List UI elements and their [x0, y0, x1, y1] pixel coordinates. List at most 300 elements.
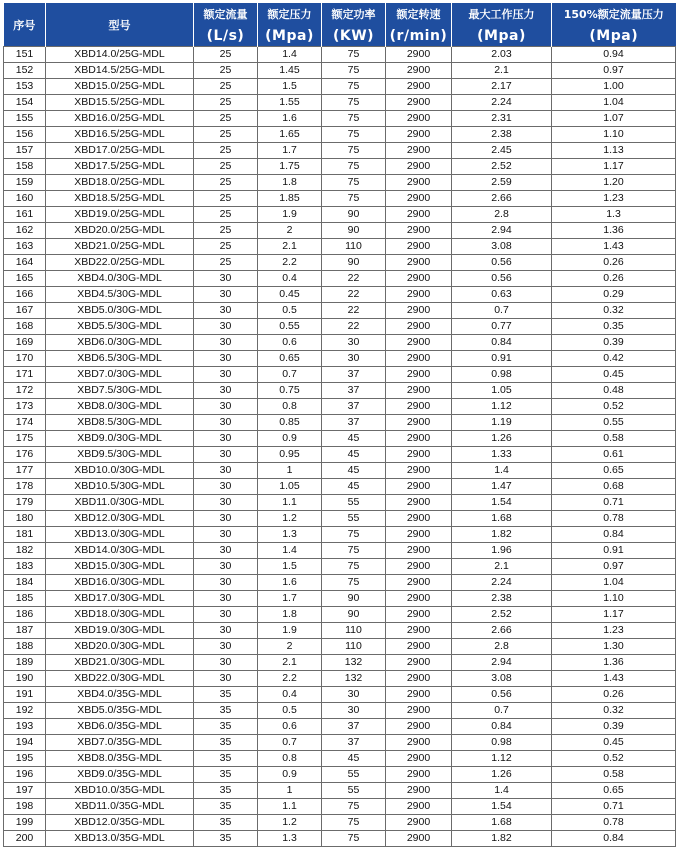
cell-max-pressure: 2.45 [452, 143, 552, 159]
cell-flow: 30 [194, 559, 258, 575]
cell-model: XBD17.0/25G-MDL [46, 143, 194, 159]
cell-flow: 25 [194, 111, 258, 127]
cell-150-pressure: 1.04 [552, 575, 676, 591]
table-row [4, 767, 676, 783]
cell-model: XBD14.0/30G-MDL [46, 543, 194, 559]
cell-max-pressure: 3.08 [452, 239, 552, 255]
table-row [4, 287, 676, 303]
cell-power: 45 [322, 479, 386, 495]
header-pressure-unit: (Mpa) [258, 25, 322, 47]
cell-pressure: 0.6 [258, 335, 322, 351]
cell-pressure: 1.9 [258, 623, 322, 639]
table-row [4, 79, 676, 95]
cell-max-pressure: 1.54 [452, 495, 552, 511]
table-row [4, 111, 676, 127]
cell-speed: 2900 [386, 79, 452, 95]
cell-150-pressure: 1.23 [552, 191, 676, 207]
cell-model: XBD10.0/35G-MDL [46, 783, 194, 799]
cell-max-pressure: 1.26 [452, 431, 552, 447]
cell-model: XBD18.0/30G-MDL [46, 607, 194, 623]
header-max-pressure-unit: (Mpa) [452, 25, 552, 47]
cell-pressure: 1.2 [258, 815, 322, 831]
cell-pressure: 1.3 [258, 527, 322, 543]
cell-no: 159 [4, 175, 46, 191]
cell-no: 183 [4, 559, 46, 575]
table-row [4, 799, 676, 815]
cell-pressure: 0.95 [258, 447, 322, 463]
cell-speed: 2900 [386, 543, 452, 559]
cell-no: 190 [4, 671, 46, 687]
cell-no: 175 [4, 431, 46, 447]
table-row [4, 463, 676, 479]
cell-power: 37 [322, 399, 386, 415]
cell-flow: 35 [194, 719, 258, 735]
cell-flow: 30 [194, 639, 258, 655]
table-row [4, 783, 676, 799]
cell-flow: 30 [194, 319, 258, 335]
table-row [4, 239, 676, 255]
cell-no: 161 [4, 207, 46, 223]
header-speed-unit: (r/min) [386, 25, 452, 47]
cell-speed: 2900 [386, 191, 452, 207]
cell-max-pressure: 1.47 [452, 479, 552, 495]
cell-model: XBD14.5/25G-MDL [46, 63, 194, 79]
cell-pressure: 2.1 [258, 655, 322, 671]
cell-pressure: 1.7 [258, 591, 322, 607]
cell-speed: 2900 [386, 287, 452, 303]
cell-power: 37 [322, 719, 386, 735]
cell-150-pressure: 1.00 [552, 79, 676, 95]
cell-power: 37 [322, 735, 386, 751]
cell-150-pressure: 0.68 [552, 479, 676, 495]
cell-pressure: 0.45 [258, 287, 322, 303]
header-power-unit: (KW) [322, 25, 386, 47]
header-150-pressure: 150%额定流量压力 [552, 3, 676, 25]
cell-150-pressure: 1.43 [552, 671, 676, 687]
cell-150-pressure: 0.91 [552, 543, 676, 559]
cell-max-pressure: 0.91 [452, 351, 552, 367]
cell-model: XBD15.5/25G-MDL [46, 95, 194, 111]
cell-max-pressure: 0.84 [452, 335, 552, 351]
cell-pressure: 1.5 [258, 559, 322, 575]
cell-power: 37 [322, 367, 386, 383]
table-row [4, 607, 676, 623]
table-row [4, 399, 676, 415]
cell-power: 55 [322, 495, 386, 511]
cell-no: 156 [4, 127, 46, 143]
cell-max-pressure: 0.84 [452, 719, 552, 735]
cell-speed: 2900 [386, 671, 452, 687]
cell-150-pressure: 0.42 [552, 351, 676, 367]
cell-pressure: 1.5 [258, 79, 322, 95]
cell-speed: 2900 [386, 655, 452, 671]
cell-max-pressure: 0.56 [452, 687, 552, 703]
cell-speed: 2900 [386, 591, 452, 607]
cell-150-pressure: 0.52 [552, 751, 676, 767]
cell-pressure: 2 [258, 639, 322, 655]
cell-model: XBD7.5/30G-MDL [46, 383, 194, 399]
cell-pressure: 0.9 [258, 767, 322, 783]
cell-max-pressure: 0.98 [452, 735, 552, 751]
cell-speed: 2900 [386, 399, 452, 415]
cell-150-pressure: 0.48 [552, 383, 676, 399]
cell-model: XBD8.5/30G-MDL [46, 415, 194, 431]
table-row [4, 431, 676, 447]
cell-max-pressure: 1.54 [452, 799, 552, 815]
cell-no: 187 [4, 623, 46, 639]
cell-max-pressure: 1.4 [452, 783, 552, 799]
cell-model: XBD18.0/25G-MDL [46, 175, 194, 191]
cell-no: 167 [4, 303, 46, 319]
cell-power: 110 [322, 639, 386, 655]
cell-pressure: 1.6 [258, 575, 322, 591]
cell-max-pressure: 2.94 [452, 223, 552, 239]
cell-max-pressure: 1.82 [452, 527, 552, 543]
cell-speed: 2900 [386, 623, 452, 639]
cell-pressure: 1.75 [258, 159, 322, 175]
cell-flow: 30 [194, 575, 258, 591]
cell-no: 184 [4, 575, 46, 591]
cell-speed: 2900 [386, 415, 452, 431]
cell-model: XBD5.5/30G-MDL [46, 319, 194, 335]
cell-150-pressure: 1.30 [552, 639, 676, 655]
table-row [4, 815, 676, 831]
table-row [4, 511, 676, 527]
cell-max-pressure: 2.38 [452, 591, 552, 607]
cell-no: 169 [4, 335, 46, 351]
cell-speed: 2900 [386, 479, 452, 495]
cell-model: XBD8.0/30G-MDL [46, 399, 194, 415]
table-row [4, 351, 676, 367]
cell-pressure: 1.9 [258, 207, 322, 223]
cell-flow: 35 [194, 831, 258, 847]
table-row [4, 623, 676, 639]
cell-flow: 30 [194, 655, 258, 671]
cell-max-pressure: 0.77 [452, 319, 552, 335]
cell-no: 199 [4, 815, 46, 831]
table-body [4, 47, 676, 847]
cell-speed: 2900 [386, 687, 452, 703]
cell-150-pressure: 0.61 [552, 447, 676, 463]
cell-no: 192 [4, 703, 46, 719]
cell-power: 110 [322, 239, 386, 255]
cell-model: XBD16.0/30G-MDL [46, 575, 194, 591]
cell-model: XBD17.5/25G-MDL [46, 159, 194, 175]
cell-150-pressure: 0.35 [552, 319, 676, 335]
cell-model: XBD15.0/25G-MDL [46, 79, 194, 95]
cell-pressure: 0.6 [258, 719, 322, 735]
cell-model: XBD18.5/25G-MDL [46, 191, 194, 207]
cell-max-pressure: 2.66 [452, 623, 552, 639]
cell-no: 166 [4, 287, 46, 303]
cell-flow: 25 [194, 143, 258, 159]
table-row [4, 447, 676, 463]
table-row [4, 543, 676, 559]
cell-150-pressure: 0.45 [552, 735, 676, 751]
cell-pressure: 2.1 [258, 239, 322, 255]
cell-flow: 25 [194, 47, 258, 63]
cell-no: 154 [4, 95, 46, 111]
cell-flow: 25 [194, 63, 258, 79]
table-row [4, 831, 676, 847]
cell-flow: 30 [194, 591, 258, 607]
cell-speed: 2900 [386, 63, 452, 79]
cell-flow: 25 [194, 207, 258, 223]
cell-150-pressure: 0.29 [552, 287, 676, 303]
cell-pressure: 1.55 [258, 95, 322, 111]
cell-flow: 25 [194, 191, 258, 207]
cell-pressure: 1.6 [258, 111, 322, 127]
table-row [4, 495, 676, 511]
table-row [4, 639, 676, 655]
table-row [4, 95, 676, 111]
cell-150-pressure: 0.58 [552, 431, 676, 447]
header-flow: 额定流量 [194, 3, 258, 25]
table-row [4, 703, 676, 719]
cell-power: 55 [322, 511, 386, 527]
cell-max-pressure: 0.56 [452, 255, 552, 271]
cell-flow: 25 [194, 79, 258, 95]
cell-max-pressure: 2.17 [452, 79, 552, 95]
cell-power: 55 [322, 783, 386, 799]
cell-model: XBD7.0/35G-MDL [46, 735, 194, 751]
cell-flow: 30 [194, 671, 258, 687]
cell-power: 30 [322, 351, 386, 367]
table-row [4, 127, 676, 143]
cell-speed: 2900 [386, 303, 452, 319]
cell-model: XBD11.0/30G-MDL [46, 495, 194, 511]
cell-model: XBD20.0/30G-MDL [46, 639, 194, 655]
cell-max-pressure: 2.52 [452, 159, 552, 175]
cell-max-pressure: 0.63 [452, 287, 552, 303]
cell-flow: 30 [194, 623, 258, 639]
cell-speed: 2900 [386, 255, 452, 271]
cell-no: 189 [4, 655, 46, 671]
cell-no: 171 [4, 367, 46, 383]
cell-power: 75 [322, 559, 386, 575]
cell-150-pressure: 0.55 [552, 415, 676, 431]
cell-model: XBD19.0/30G-MDL [46, 623, 194, 639]
cell-speed: 2900 [386, 783, 452, 799]
cell-no: 170 [4, 351, 46, 367]
cell-speed: 2900 [386, 815, 452, 831]
cell-flow: 25 [194, 255, 258, 271]
cell-150-pressure: 1.36 [552, 655, 676, 671]
cell-model: XBD17.0/30G-MDL [46, 591, 194, 607]
table-row [4, 415, 676, 431]
cell-150-pressure: 0.52 [552, 399, 676, 415]
cell-power: 132 [322, 655, 386, 671]
cell-no: 174 [4, 415, 46, 431]
cell-max-pressure: 2.52 [452, 607, 552, 623]
cell-max-pressure: 2.8 [452, 639, 552, 655]
cell-flow: 30 [194, 367, 258, 383]
table-row [4, 655, 676, 671]
cell-speed: 2900 [386, 367, 452, 383]
cell-no: 160 [4, 191, 46, 207]
table-row [4, 63, 676, 79]
cell-150-pressure: 1.10 [552, 127, 676, 143]
cell-no: 153 [4, 79, 46, 95]
cell-no: 195 [4, 751, 46, 767]
cell-model: XBD6.5/30G-MDL [46, 351, 194, 367]
cell-150-pressure: 1.23 [552, 623, 676, 639]
cell-model: XBD15.0/30G-MDL [46, 559, 194, 575]
cell-max-pressure: 0.56 [452, 271, 552, 287]
cell-max-pressure: 2.38 [452, 127, 552, 143]
cell-pressure: 0.8 [258, 399, 322, 415]
cell-model: XBD10.5/30G-MDL [46, 479, 194, 495]
table-row [4, 303, 676, 319]
cell-model: XBD11.0/35G-MDL [46, 799, 194, 815]
cell-flow: 30 [194, 495, 258, 511]
cell-power: 75 [322, 543, 386, 559]
cell-pressure: 1.45 [258, 63, 322, 79]
cell-speed: 2900 [386, 175, 452, 191]
cell-flow: 35 [194, 767, 258, 783]
cell-power: 90 [322, 207, 386, 223]
cell-150-pressure: 0.97 [552, 63, 676, 79]
cell-model: XBD16.5/25G-MDL [46, 127, 194, 143]
cell-150-pressure: 0.26 [552, 687, 676, 703]
cell-model: XBD13.0/30G-MDL [46, 527, 194, 543]
cell-150-pressure: 0.65 [552, 783, 676, 799]
cell-speed: 2900 [386, 447, 452, 463]
cell-no: 181 [4, 527, 46, 543]
cell-flow: 35 [194, 815, 258, 831]
cell-flow: 35 [194, 735, 258, 751]
cell-model: XBD20.0/25G-MDL [46, 223, 194, 239]
cell-flow: 30 [194, 287, 258, 303]
header-no: 序号 [4, 3, 46, 47]
cell-pressure: 1.85 [258, 191, 322, 207]
cell-max-pressure: 2.94 [452, 655, 552, 671]
cell-flow: 30 [194, 527, 258, 543]
cell-pressure: 1.8 [258, 607, 322, 623]
table-row [4, 255, 676, 271]
cell-speed: 2900 [386, 735, 452, 751]
cell-150-pressure: 0.39 [552, 335, 676, 351]
cell-max-pressure: 2.24 [452, 95, 552, 111]
cell-no: 176 [4, 447, 46, 463]
cell-flow: 35 [194, 799, 258, 815]
cell-power: 75 [322, 63, 386, 79]
cell-pressure: 0.5 [258, 703, 322, 719]
cell-no: 163 [4, 239, 46, 255]
table-row [4, 367, 676, 383]
cell-max-pressure: 1.05 [452, 383, 552, 399]
table-row [4, 191, 676, 207]
cell-power: 75 [322, 527, 386, 543]
cell-speed: 2900 [386, 207, 452, 223]
cell-max-pressure: 3.08 [452, 671, 552, 687]
cell-no: 177 [4, 463, 46, 479]
cell-max-pressure: 1.33 [452, 447, 552, 463]
cell-power: 90 [322, 591, 386, 607]
cell-model: XBD10.0/30G-MDL [46, 463, 194, 479]
cell-model: XBD4.0/35G-MDL [46, 687, 194, 703]
cell-speed: 2900 [386, 351, 452, 367]
cell-power: 30 [322, 703, 386, 719]
cell-flow: 25 [194, 159, 258, 175]
cell-flow: 35 [194, 751, 258, 767]
cell-speed: 2900 [386, 463, 452, 479]
table-row [4, 207, 676, 223]
cell-speed: 2900 [386, 239, 452, 255]
cell-power: 75 [322, 111, 386, 127]
cell-no: 188 [4, 639, 46, 655]
cell-pressure: 1.65 [258, 127, 322, 143]
cell-speed: 2900 [386, 831, 452, 847]
header-power: 额定功率 [322, 3, 386, 25]
cell-model: XBD9.0/35G-MDL [46, 767, 194, 783]
cell-model: XBD12.0/30G-MDL [46, 511, 194, 527]
cell-150-pressure: 0.78 [552, 511, 676, 527]
cell-pressure: 0.75 [258, 383, 322, 399]
cell-flow: 30 [194, 447, 258, 463]
cell-power: 45 [322, 447, 386, 463]
cell-speed: 2900 [386, 143, 452, 159]
cell-150-pressure: 0.65 [552, 463, 676, 479]
cell-flow: 25 [194, 239, 258, 255]
cell-no: 194 [4, 735, 46, 751]
table-row [4, 735, 676, 751]
pump-spec-table-container [3, 3, 675, 847]
cell-flow: 30 [194, 271, 258, 287]
cell-speed: 2900 [386, 719, 452, 735]
cell-speed: 2900 [386, 639, 452, 655]
cell-pressure: 0.5 [258, 303, 322, 319]
cell-flow: 30 [194, 607, 258, 623]
table-row [4, 575, 676, 591]
cell-power: 132 [322, 671, 386, 687]
cell-flow: 25 [194, 127, 258, 143]
cell-pressure: 1 [258, 783, 322, 799]
cell-speed: 2900 [386, 575, 452, 591]
cell-model: XBD6.0/30G-MDL [46, 335, 194, 351]
cell-150-pressure: 1.43 [552, 239, 676, 255]
header-150-pressure-unit: (Mpa) [552, 25, 676, 47]
cell-no: 151 [4, 47, 46, 63]
table-row [4, 335, 676, 351]
cell-no: 157 [4, 143, 46, 159]
cell-pressure: 1.8 [258, 175, 322, 191]
cell-speed: 2900 [386, 111, 452, 127]
table-row [4, 671, 676, 687]
cell-speed: 2900 [386, 319, 452, 335]
pump-spec-table [3, 3, 676, 847]
cell-speed: 2900 [386, 767, 452, 783]
cell-no: 185 [4, 591, 46, 607]
cell-power: 75 [322, 47, 386, 63]
cell-no: 179 [4, 495, 46, 511]
cell-150-pressure: 0.84 [552, 831, 676, 847]
cell-no: 182 [4, 543, 46, 559]
cell-pressure: 1.2 [258, 511, 322, 527]
cell-power: 75 [322, 175, 386, 191]
cell-pressure: 1.4 [258, 47, 322, 63]
cell-model: XBD7.0/30G-MDL [46, 367, 194, 383]
table-row [4, 159, 676, 175]
cell-power: 22 [322, 319, 386, 335]
cell-flow: 30 [194, 431, 258, 447]
cell-power: 75 [322, 191, 386, 207]
cell-150-pressure: 0.71 [552, 799, 676, 815]
cell-pressure: 1.05 [258, 479, 322, 495]
table-row [4, 479, 676, 495]
cell-speed: 2900 [386, 495, 452, 511]
cell-power: 75 [322, 143, 386, 159]
